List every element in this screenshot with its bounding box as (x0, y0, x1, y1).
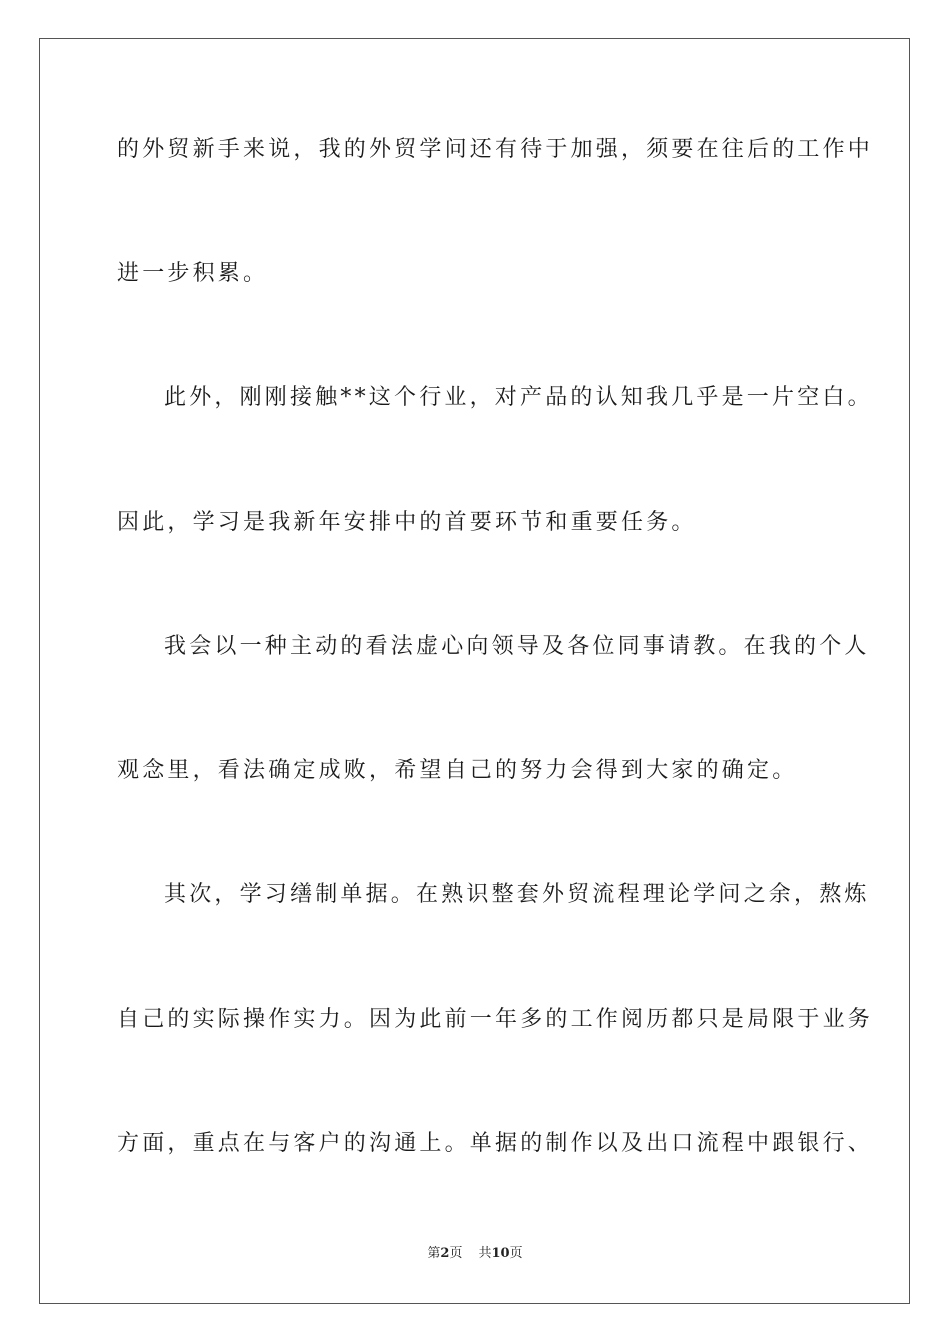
text-line-3: 此外，刚刚接触**这个行业，对产品的认知我几乎是一片空白。 (164, 385, 873, 410)
page-suffix: 页 (449, 1246, 463, 1261)
page-footer (0, 1245, 950, 1263)
total-pages: 10 (491, 1246, 510, 1261)
text-line-5: 我会以一种主动的看法虚心向领导及各位同事请教。在我的个人 (164, 634, 870, 659)
page-prefix: 第 (427, 1246, 441, 1261)
total-prefix: 共 (478, 1246, 492, 1261)
text-line-9: 方面，重点在与客户的沟通上。单据的制作以及出口流程中跟银行、 (117, 1131, 874, 1156)
text-line-8: 自己的实际操作实力。因为此前一年多的工作阅历都只是局限于业务 (117, 1007, 874, 1032)
text-line-4: 因此，学习是我新年安排中的首要环节和重要任务。 (117, 510, 697, 535)
text-line-2: 进一步积累。 (117, 261, 269, 286)
text-line-1: 的外贸新手来说，我的外贸学问还有待于加强，须要在往后的工作中 (117, 137, 874, 162)
text-line-6: 观念里，看法确定成败，希望自己的努力会得到大家的确定。 (117, 758, 798, 783)
total-suffix: 页 (509, 1246, 523, 1261)
page-border (39, 38, 910, 1304)
page-number: 2 (440, 1246, 450, 1261)
text-line-7: 其次，学习缮制单据。在熟识整套外贸流程理论学问之余，熬炼 (164, 882, 870, 907)
